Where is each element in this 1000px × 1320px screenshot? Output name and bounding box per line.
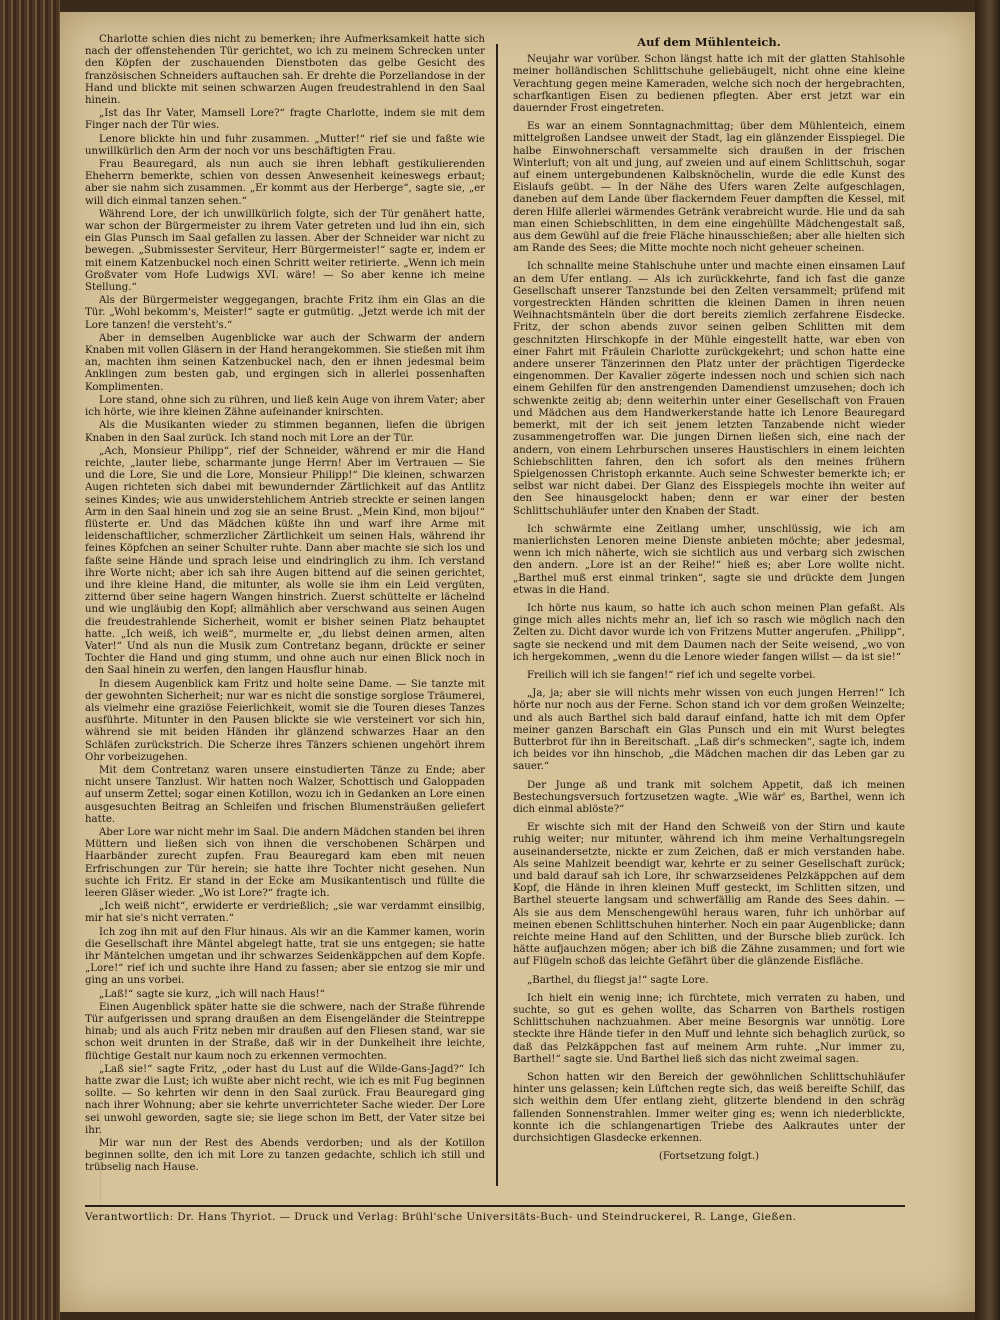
left-paragraph: „Laß!“ sagte sie kurz, „ich will nach Haus!“ bbox=[99, 988, 325, 1000]
right-paragraph: Ich hörte nus kaum, so hatte ich auch schon meinen Plan gefaßt. Als ginge mich alles nichts mehr an, lief ich so rasch wie möglich nach den Zelten zu. Dicht davor wurde ich von Fritzens Mutter angerufen. „Philipp“, sagte sie neckend und mit dem Daumen nach der Seite weisend, „wo von ich hergekommen, „wenn du die Lenore wieder fangen willst — da ist sie!“ bbox=[513, 602, 905, 663]
continuation-note: (Fortsetzung folgt.) bbox=[658, 1151, 760, 1163]
right-paragraph: Ich schwärmte eine Zeitlang umher, unschlüssig, wie ich am manierlichsten Lenoren meine Dienste anbieten möchte; aber jedesmal, wenn ich mich näherte, wich sie sichtlich aus und verbarg sich zwischen den andern. „Lore ist an der Reihe!“ hieß es; aber Lore wollte nicht. „Barthel muß erst einmal trinken“, sagte sie und drückte dem Jungen etwas in die Hand. bbox=[513, 523, 905, 596]
left-paragraph: „Ich weiß nicht“, erwiderte er verdrießlich; „sie war verdammt einsilbig, mir hat sie's nicht verraten.“ bbox=[85, 901, 485, 925]
right-paragraph: Freilich will ich sie fangen!“ rief ich und segelte vorbei. bbox=[527, 669, 816, 681]
right-paragraph: Ich hielt ein wenig inne; ich fürchtete, mich verraten zu haben, und suchte, so gut es gehen wollte, das Scharren von Barthels rostigen Schlittschuhen nachzuahmen. Aber meine Besorgnis war unnötig. Lore steckte ihre Hände tiefer in den Muff und lehnte sich behaglich zurück, so daß das Pelzkäppchen fast auf meinem Arm ruhte. „Nur immer zu, Barthel!“ sagte sie. Und Barthel ließ sich das nicht zweimal sagen. bbox=[513, 992, 905, 1065]
section-heading: Auf dem Mühlenteich. bbox=[637, 35, 781, 49]
right-paragraph: Neujahr war vorüber. Schon längst hatte ich mit der glatten Stahlsohle meiner holländischen Schlittschuhe geliebäugelt, nicht ohne eine kleine Verachtung gegen meine Kameraden, welche sich noch der hergebrachten, scharfkantigen Eisen zu bedienen pflegten. Aber erst jetzt war ein dauernder Frost eingetreten. bbox=[513, 54, 905, 115]
left-column bbox=[85, 34, 485, 1192]
left-paragraph: Charlotte schien dies nicht zu bemerken; ihre Aufmerksamkeit hatte sich nach der offenstehenden Tür gerichtet, wo ich zu meinem Schrecken unter den Köpfen der zuschauenden Dienstboten das gelbe Gesicht des französischen Schneiders auftauchen sah. Er drehte die Porzellandose in der Hand und blickte mit seinen schwarzen Augen freudestrahlend in den Saal hinein. bbox=[85, 34, 485, 107]
left-paragraph: Einen Augenblick später hatte sie die schwere, nach der Straße führende Tür aufgerissen und sprang draußen an dem Eisengeländer die Steintreppe hinab; und als auch Fritz neben mir draußen auf den Fliesen stand, war sie schon weit drunten in der Straße, daß wir in der Dunkelheit ihre leichte, flüchtige Gestalt nur kaum noch zu erkennen vermochten. bbox=[85, 1001, 485, 1062]
footer-rule bbox=[85, 1205, 905, 1207]
left-paragraph: Frau Beauregard, als nun auch sie ihren lebhaft gestikulierenden Eheherrn bemerkte, schien von dessen Anwesenheit keineswegs erbaut; aber sie nahm sich zusammen. „Er kommt aus der Herberge“, sagte sie, „er will dich einmal tanzen sehen.“ bbox=[85, 159, 485, 207]
right-paragraph: Schon hatten wir den Bereich der gewöhnlichen Schlittschuhläufer hinter uns gelassen; kein Lüftchen regte sich, das weiß bereifte Schilf, das sich weithin dem Ufer entlang zieht, glitzerte blendend in den schräg fallenden Sonnenstrahlen. Immer weiter ging es; wenn ich niederblickte, konnte ich die schlangenartigen Triebe des Aalkrautes unter der durchsichtigen Glasdecke erkennen. bbox=[513, 1072, 905, 1145]
left-paragraph: In diesem Augenblick kam Fritz und holte seine Dame. — Sie tanzte mit der gewohnten Sicherheit; nur war es nicht die sonstige sorglose Träumerei, als vielmehr eine graziöse Feierlichkeit, womit sie die Touren dieses Tanzes ausführte. Mitunter in den Pausen blickte sie wie versteinert vor sich hin, während sie mit beiden Händen ihr glänzend schwarzes Haar an den Schläfen zurückstrich. Die Scherze ihres Tänzers schienen ungehört ihrem Ohr vorbeizugehen. bbox=[85, 678, 485, 763]
right-paragraph: Ich schnallte meine Stahlschuhe unter und machte einen einsamen Lauf an dem Ufer entlang. — Als ich zurückkehrte, fand ich fast die ganze Gesellschaft unserer Tanzstunde bei den Zelten versammelt; prüfend mit vorgestreckten Händen schritten die kleinen Damen in ihren neuen Weihnachtsmänteln über die dort bereits ziemlich zerfahrene Eisdecke. Fritz, der schon abends zuvor seinen gelben Schlitten mit dem geschnitzten Hirschkopfe in der Mühle eingestellt hatte, war eben von einer Fahrt mit Fräulein Charlotte zurückgekehrt; und schon hatte eine andere unserer Tänzerinnen den Platz unter der prächtigen Tigerdecke eingenommen. Der Kavalier zögerte indessen noch und schien sich nach einem Gehilfen für den anstrengenden Damendienst umzusehen; doch ich schwenkte zeitig ab; denn weiterhin unter einer Gesellschaft von Frauen und Mädchen aus dem Handwerkerstande hatte ich Lenore Beauregard bemerkt, mit der ich seit jenem letzten Tanzabende nicht wieder zusammengetroffen war. Die jungen Dirnen ließen sich, eine nach der andern, von einem Lehrburschen unseres Haustischlers in einem leichten Schiebschlitten fahren, den ich sofort als den meines frühern Spielgenossen Christoph erkannte. Auch seine Schwester bemerkte ich; er selbst war nicht dabei. Der Glanz des Eisspiegels mochte ihn weiter auf den See hinausgelockt haben; denn er war einer der besten Schlittschuhläufer unter den Knaben der Stadt. bbox=[513, 261, 905, 517]
left-paragraph: Als der Bürgermeister weggegangen, brachte Fritz ihm ein Glas an die Tür. „Wohl bekomm's, Meister!“ sagte er gutmütig. „Jetzt werde ich mit der Lore tanzen! die versteht's.“ bbox=[85, 295, 485, 331]
left-paragraph: „Laß sie!“ sagte Fritz, „oder hast du Lust auf die Wilde-Gans-Jagd?“ Ich hatte zwar die Lust; ich wußte aber nicht recht, wie ich es mit Fug beginnen sollte. — So kehrten wir denn in den Saal zurück. Frau Beauregard ging nach ihrer Wohnung; aber sie kehrte unverrichteter Sache wieder. Der Lore sei unwohl geworden, sagte sie; sie liege schon im Bett, der Vater sitze bei ihr. bbox=[85, 1063, 485, 1136]
right-paragraph: „Ja, ja; aber sie will nichts mehr wissen von euch jungen Herren!“ Ich hörte nur noch aus der Ferne. Schon stand ich vor dem großen Weinzelte; und als auch Barthel sich bald darauf einfand, hatte ich mit dem Opfer meiner ganzen Barschaft ein Glas Punsch und ein mit Wurst belegtes Butterbrot für ihn in Bereitschaft. „Laß dir's schmecken“, sagte ich, indem ich beides vor ihn hinschob, „die Mädchen machen dir das Leben gar zu sauer.“ bbox=[513, 688, 905, 773]
right-paragraph: Der Junge aß und trank mit solchem Appetit, daß ich meinen Bestechungsversuch fortzusetzen wagte. „Wie wär' es, Barthel, wenn ich dich einmal ablöste?“ bbox=[513, 779, 905, 815]
right-paragraph: Er wischte sich mit der Hand den Schweiß von der Stirn und kaute ruhig weiter; nur mitunter, während ich ihm meine Verhaltungsregeln auseinandersetzte, nickte er zum Zeichen, daß er mich verstanden habe. Als seine Mahlzeit beendigt war, kehrte er zu seiner Gesellschaft zurück; und bald darauf sah ich Lore, ihr schwarzseidenes Pelzkäppchen auf dem Kopf, die Hände in ihren kleinen Muff gesteckt, im Schlitten sitzen, und Barthel steuerte langsam und schwerfällig am Rande des Sees dahin. — Als sie aus dem Menschengewühl heraus waren, fuhr ich unhörbar auf meinen ebenen Schlittschuhen hinterher. Noch ein paar Augenblicke; dann reichte meine Hand auf den Schlitten, und der Bursche blieb zurück. Ich hätte aufjauchzen mögen; aber ich biß die Zähne zusammen; und fort wie auf Flügeln schoß das leichte Gefährt über die glänzende Eisfläche. bbox=[513, 822, 905, 968]
left-paragraph: „Ach, Monsieur Philipp“, rief der Schneider, während er mir die Hand reichte, „lauter liebe, scharmante junge Herrn! Aber im Vertrauen — Sie und die Lore, Sie und die Lore, Monsieur Philipp!“ Die kleinen, schwarzen Augen richteten sich dabei mit bewundernder Zärtlichkeit auf das Antlitz seines Kindes; wie aus unwiderstehlichem Antrieb streckte er seinen langen Arm in den Saal hinein und zog sie an seine Brust. „Mein Kind, mon bijou!“ flüsterte er. Und das Mädchen küßte ihn und warf ihre Arme mit leidenschaftlicher, schmerzlicher Zärtlichkeit um seinen Hals, während ihr feines Köpfchen an seiner Schulter ruhte. Dann aber machte sie sich los und faßte seine Hände und sprach leise und eindringlich zu ihm. Ich verstand ihre Worte nicht; aber ich sah ihre Augen bittend auf die seinen gerichtet, und ihre kleine Hand, die mitunter, als wolle sie ihm ein Leid vergüten, zitternd über seine hagern Wangen hinstrich. Zuerst schüttelte er lächelnd und wie ungläubig den Kopf; allmählich aber verschwand aus seinen Augen die freudestrahlende Sicherheit, womit er bisher seinen Platz behauptet hatte. „Ich weiß, ich weiß“, murmelte er, „du liebst deinen armen, alten Vater!“ Und als nun die Musik zum Contretanz begann, drückte er seiner Tochter die Hand und ging stumm, und ohne auch nur einen Blick noch in den Saal hinein zu werfen, den langen Hausflur hinab. bbox=[85, 445, 485, 677]
left-paragraph: „Ist das Ihr Vater, Mamsell Lore?“ fragte Charlotte, indem sie mit dem Finger nach der Tür wies. bbox=[85, 108, 485, 132]
left-paragraph: Ich zog ihn mit auf den Flur hinaus. Als wir an die Kammer kamen, worin die Gesellschaft ihre Mäntel abgelegt hatte, trat sie uns entgegen; sie hatte ihr Mäntelchen umgetan und ihr schwarzes Seidenkäppchen auf dem Kopfe. „Lore!“ rief ich und suchte ihre Hand zu fassen; aber sie entzog sie mir und ging an uns vorbei. bbox=[85, 926, 485, 987]
left-paragraph: Aber in demselben Augenblicke war auch der Schwarm der andern Knaben mit vollen Gläsern in der Hand herangekommen. Sie stießen mit ihm an, machten ihm seinen Katzenbuckel nach, den er ihnen jedesmal beim Anklingen zum besten gab, und ergingen sich in allerlei possenhaften Komplimenten. bbox=[85, 332, 485, 393]
left-paragraph: Als die Musikanten wieder zu stimmen begannen, liefen die übrigen Knaben in den Saal zurück. Ich stand noch mit Lore an der Tür. bbox=[85, 420, 485, 444]
left-paragraph: Aber Lore war nicht mehr im Saal. Die andern Mädchen standen bei ihren Müttern und ließen sich von ihnen die verschobenen Schärpen und Haarbänder zurecht zupfen. Frau Beauregard kam eben mit neuen Erfrischungen zur Tür herein; sie hatte ihre Tochter nicht gesehen. Nun suchte ich Fritz. Er stand in der Ecke am Musikantentisch und füllte die leeren Gläser wieder. „Wo ist Lore?“ fragte ich. bbox=[85, 827, 485, 900]
imprint-line: Verantwortlich: Dr. Hans Thyriot. — Druck und Verlag: Brühl'sche Universitäts-Buch- und Steindruckerei, R. Lange, Gießen. bbox=[85, 1211, 797, 1223]
column-divider bbox=[496, 44, 498, 1186]
left-paragraph: Mit dem Contretanz waren unsere einstudierten Tänze zu Ende; aber nicht unsere Tanzlust. Wir hatten noch Walzer, Schottisch und Galoppaden auf unserm Zettel; sogar einen Kotillon, wozu ich in Gedanken an Lore einen ausgesuchten Beitrag an Schleifen und frischen Blumensträußen geliefert hatte. bbox=[85, 764, 485, 825]
right-column bbox=[513, 34, 905, 1192]
left-paragraph: Während Lore, der ich unwillkürlich folgte, sich der Tür genähert hatte, war schon der Bürgermeister zu ihrem Vater getreten und lud ihn ein, sich ein Glas Punsch im Saal gefallen zu lassen. Aber der Schneider war nicht zu bewegen. „Submissester Serviteur, Herr Bürgermeister!“ sagte er, indem er mit einem Katzenbuckel noch einen Schritt weiter retirierte. „Wenn ich mein Großvater vom Hofe Ludwigs XVI. wäre! — So aber kenne ich meine Stellung.“ bbox=[85, 208, 485, 294]
page-edge-stack bbox=[0, 0, 60, 1320]
left-paragraph: Mir war nun der Rest des Abends verdorben; und als der Kotillon beginnen sollte, den ich mit Lore zu tanzen gedachte, schlich ich still und trübselig nach Hause. bbox=[85, 1138, 485, 1174]
left-paragraph: Lore stand, ohne sich zu rühren, und ließ kein Auge von ihrem Vater; aber ich hörte, wie ihre kleinen Zähne aufeinander knirschten. bbox=[85, 394, 485, 419]
right-paragraph: Es war an einem Sonntagnachmittag; über dem Mühlenteich, einem mittelgroßen Landsee unweit der Stadt, lag ein glänzender Eisspiegel. Die halbe Einwohnerschaft versammelte sich draußen in der frischen Winterluft; von alt und jung, auf zweien und auf einem Schlittschuh, sogar auf einem untergebundenen Kalbsknöchelin, wurde die edle Kunst des Eislaufs geübt. — In der Nähe des Ufers waren Zelte aufgeschlagen, daneben auf dem Lande über flackerndem Feuer dampften die Kessel, mit deren Hilfe allerlei wärmendes Getränk verabreicht wurde. Hie und da sah man einen Schiebschlitten, in dem eine eingehüllte Mädchengestalt saß, aus dem Gewühl auf die freie Fläche hinausschießen; aber alle hielten sich am Rande des Sees; die Mitte mochte noch nicht geheuer scheinen. bbox=[513, 121, 905, 255]
left-paragraph: Lenore blickte hin und fuhr zusammen. „Mutter!“ rief sie und faßte wie unwillkürlich den Arm der noch vor uns beschäftigten Frau. bbox=[85, 133, 485, 157]
book-binding bbox=[975, 0, 1000, 1320]
right-paragraph: „Barthel, du fliegst ja!“ sagte Lore. bbox=[527, 974, 709, 986]
